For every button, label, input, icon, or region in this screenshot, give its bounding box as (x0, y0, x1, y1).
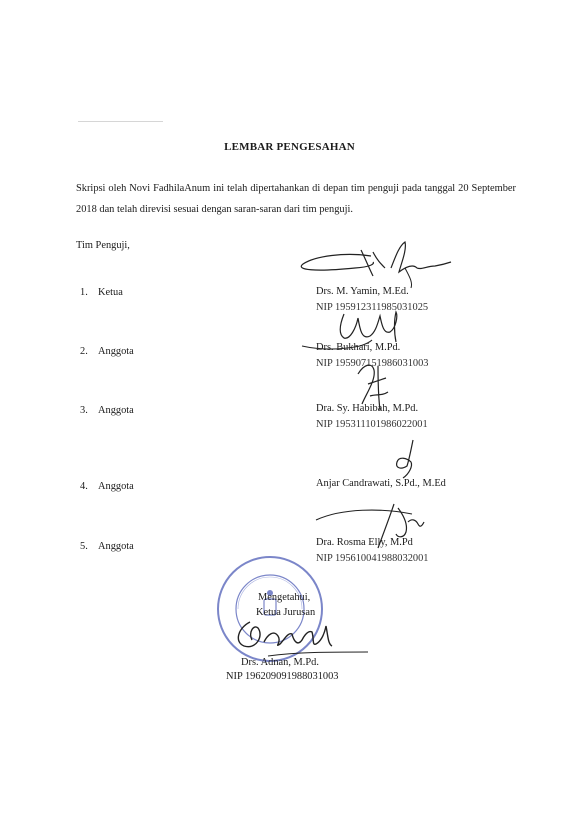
examiner-role: Anggota (98, 541, 134, 552)
examiner-1-nip: NIP 195912311985031025 (316, 302, 429, 313)
examiner-5-name: Dra. Rosma Elly, M.Pd (316, 537, 413, 548)
examiner-1-name: Drs. M. Yamin, M.Ed. (316, 286, 409, 297)
examiner-team-label: Tim Penguji, (76, 240, 130, 251)
examiner-4-name: Anjar Candrawati, S.Pd., M.Ed (316, 478, 446, 489)
examiner-role: Ketua (98, 287, 123, 298)
examiner-row-5 (80, 541, 134, 552)
scan-artifact-line (78, 121, 163, 122)
approval-mengetahui: Mengetahui, (258, 592, 311, 603)
examiner-3-name: Dra. Sy. Habibah, M.Pd. (316, 403, 419, 414)
examiner-number: 1. (80, 287, 88, 298)
examiner-row-4 (80, 481, 134, 492)
examiner-5-nip: NIP 195610041988032001 (316, 553, 429, 564)
approval-position: Ketua Jurusan (256, 607, 316, 618)
examiner-number: 4. (80, 481, 88, 492)
examiner-row-2 (80, 346, 134, 357)
signature-4-icon (385, 436, 425, 484)
examiner-number: 5. (80, 541, 88, 552)
head-nip: NIP 196209091988031003 (226, 671, 339, 682)
examiner-row-1 (80, 287, 123, 298)
head-name: Drs. Adnan, M.Pd. (241, 657, 319, 668)
examiner-role: Anggota (98, 405, 134, 416)
examiner-role: Anggota (98, 346, 134, 357)
examiner-2-name: Drs. Bukhari, M.Pd. (316, 342, 401, 353)
examiner-3-nip: NIP 195311101986022001 (316, 419, 428, 430)
approval-paragraph: Skripsi oleh Novi FadhilaAnum ini telah dipertahankan di depan tim penguji pada tanggal 20 September 2018 dan telah direvisi sesuai dengan saran-saran dari tim penguji. (76, 183, 516, 215)
page-title: LEMBAR PENGESAHAN (224, 141, 355, 153)
examiner-number: 2. (80, 346, 88, 357)
examiner-number: 3. (80, 405, 88, 416)
examiner-2-nip: NIP 195907151986031003 (316, 358, 429, 369)
examiner-row-3 (80, 405, 134, 416)
examiner-role: Anggota (98, 481, 134, 492)
